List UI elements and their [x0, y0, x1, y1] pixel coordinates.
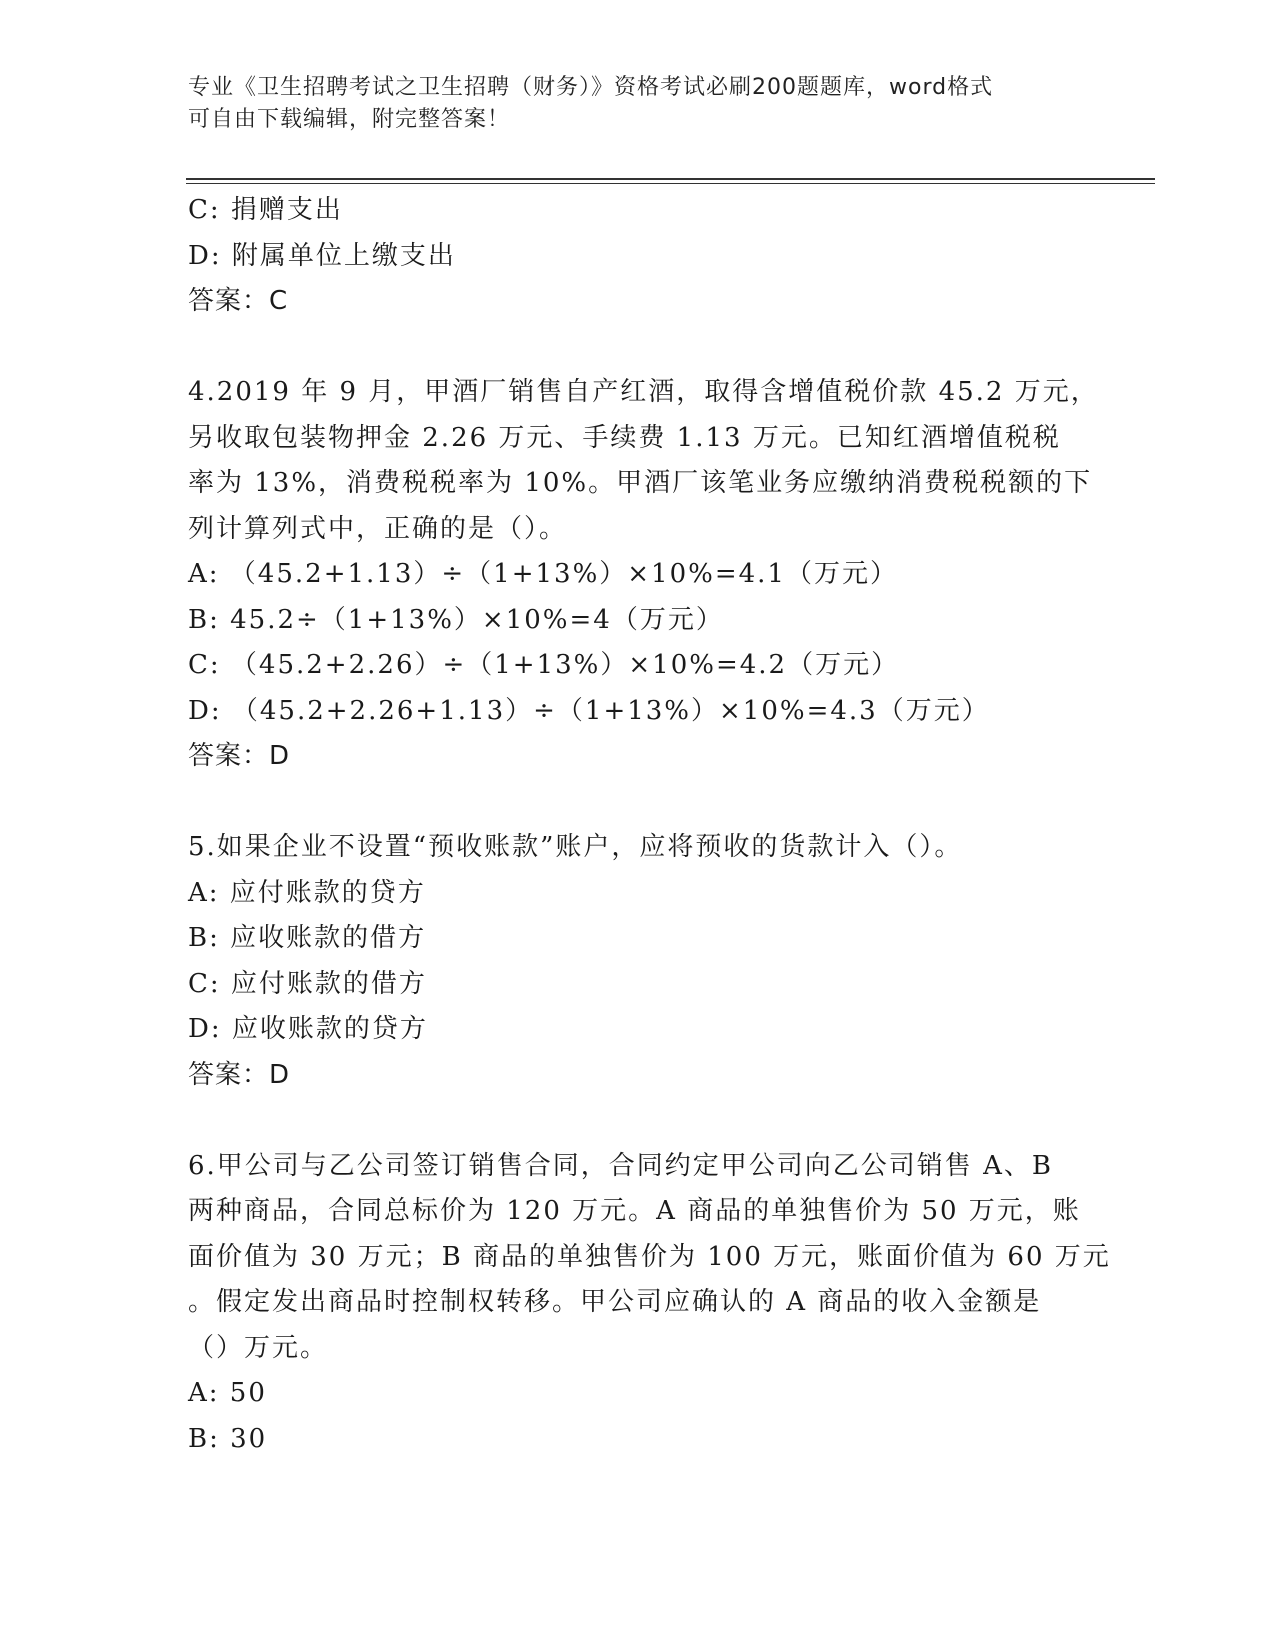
question-stem-line: 5.如果企业不设置“预收账款”账户，应将预收的货款计入（）。 [188, 832, 963, 862]
answer-line: 答案：C [188, 286, 289, 316]
option-c: C: 捐赠支出 [188, 195, 343, 225]
header-line-1: 专业《卫生招聘考试之卫生招聘（财务）》资格考试必刷200题题库，word格式 [188, 75, 994, 100]
question-stem-line: 两种商品，合同总标价为 120 万元。A 商品的单独售价为 50 万元，账 [188, 1196, 1081, 1226]
option-b: B: 30 [188, 1423, 268, 1454]
question-stem-line: 列计算列式中，正确的是（）。 [188, 513, 568, 544]
question-stem-line: 另收取包装物押金 2.26 万元、手续费 1.13 万元。已知红酒增值税税 [188, 422, 1061, 453]
spacer [188, 780, 1088, 826]
document-body [188, 188, 1111, 1462]
spacer [188, 325, 1088, 371]
question-block-5 [188, 825, 1088, 1098]
option-d: D: （45.2+2.26+1.13）÷（1+13%）×10%=4.3（万元） [188, 695, 990, 726]
question-block-prev [188, 188, 1088, 325]
question-stem-line: 面价值为 30 万元；B 商品的单独售价为 100 万元，账面价值为 60 万元 [188, 1241, 1111, 1272]
spacer [188, 1098, 1088, 1144]
answer-line: 答案：D [188, 1059, 291, 1090]
question-block-4 [188, 370, 1099, 780]
question-block-6 [188, 1144, 1111, 1463]
question-stem-line: 4.2019 年 9 月，甲酒厂销售自产红酒，取得含增值税价款 45.2 万元， [188, 377, 1099, 407]
option-b: B: 应收账款的借方 [188, 923, 427, 953]
question-stem-line: （）万元。 [188, 1332, 329, 1363]
answer-line: 答案：D [188, 741, 291, 771]
question-stem-line: 率为 13%，消费税税率为 10%。甲酒厂该笔业务应缴纳消费税税额的下 [188, 468, 1093, 498]
question-stem-line: 。假定发出商品时控制权转移。甲公司应确认的 A 商品的收入金额是 [188, 1287, 1042, 1317]
header-divider-thick [186, 178, 1155, 180]
header-line-2: 可自由下载编辑，附完整答案！ [188, 107, 511, 132]
option-c: C: （45.2+2.26）÷（1+13%）×10%=4.2（万元） [188, 650, 900, 680]
option-a: A: （45.2+1.13）÷（1+13%）×10%=4.1（万元） [188, 559, 898, 589]
header-divider-thin [186, 183, 1155, 184]
option-c: C: 应付账款的借方 [188, 968, 427, 999]
option-d: D: 应收账款的贷方 [188, 1014, 428, 1044]
option-b: B: 45.2÷（1+13%）×10%=4（万元） [188, 604, 724, 635]
option-d: D: 附属单位上缴支出 [188, 240, 456, 271]
option-a: A: 应付账款的贷方 [188, 877, 426, 908]
page-header [188, 72, 1068, 136]
question-stem-line: 6.甲公司与乙公司签订销售合同，合同约定甲公司向乙公司销售 A、B [188, 1150, 1053, 1181]
option-a: A: 50 [188, 1378, 267, 1408]
